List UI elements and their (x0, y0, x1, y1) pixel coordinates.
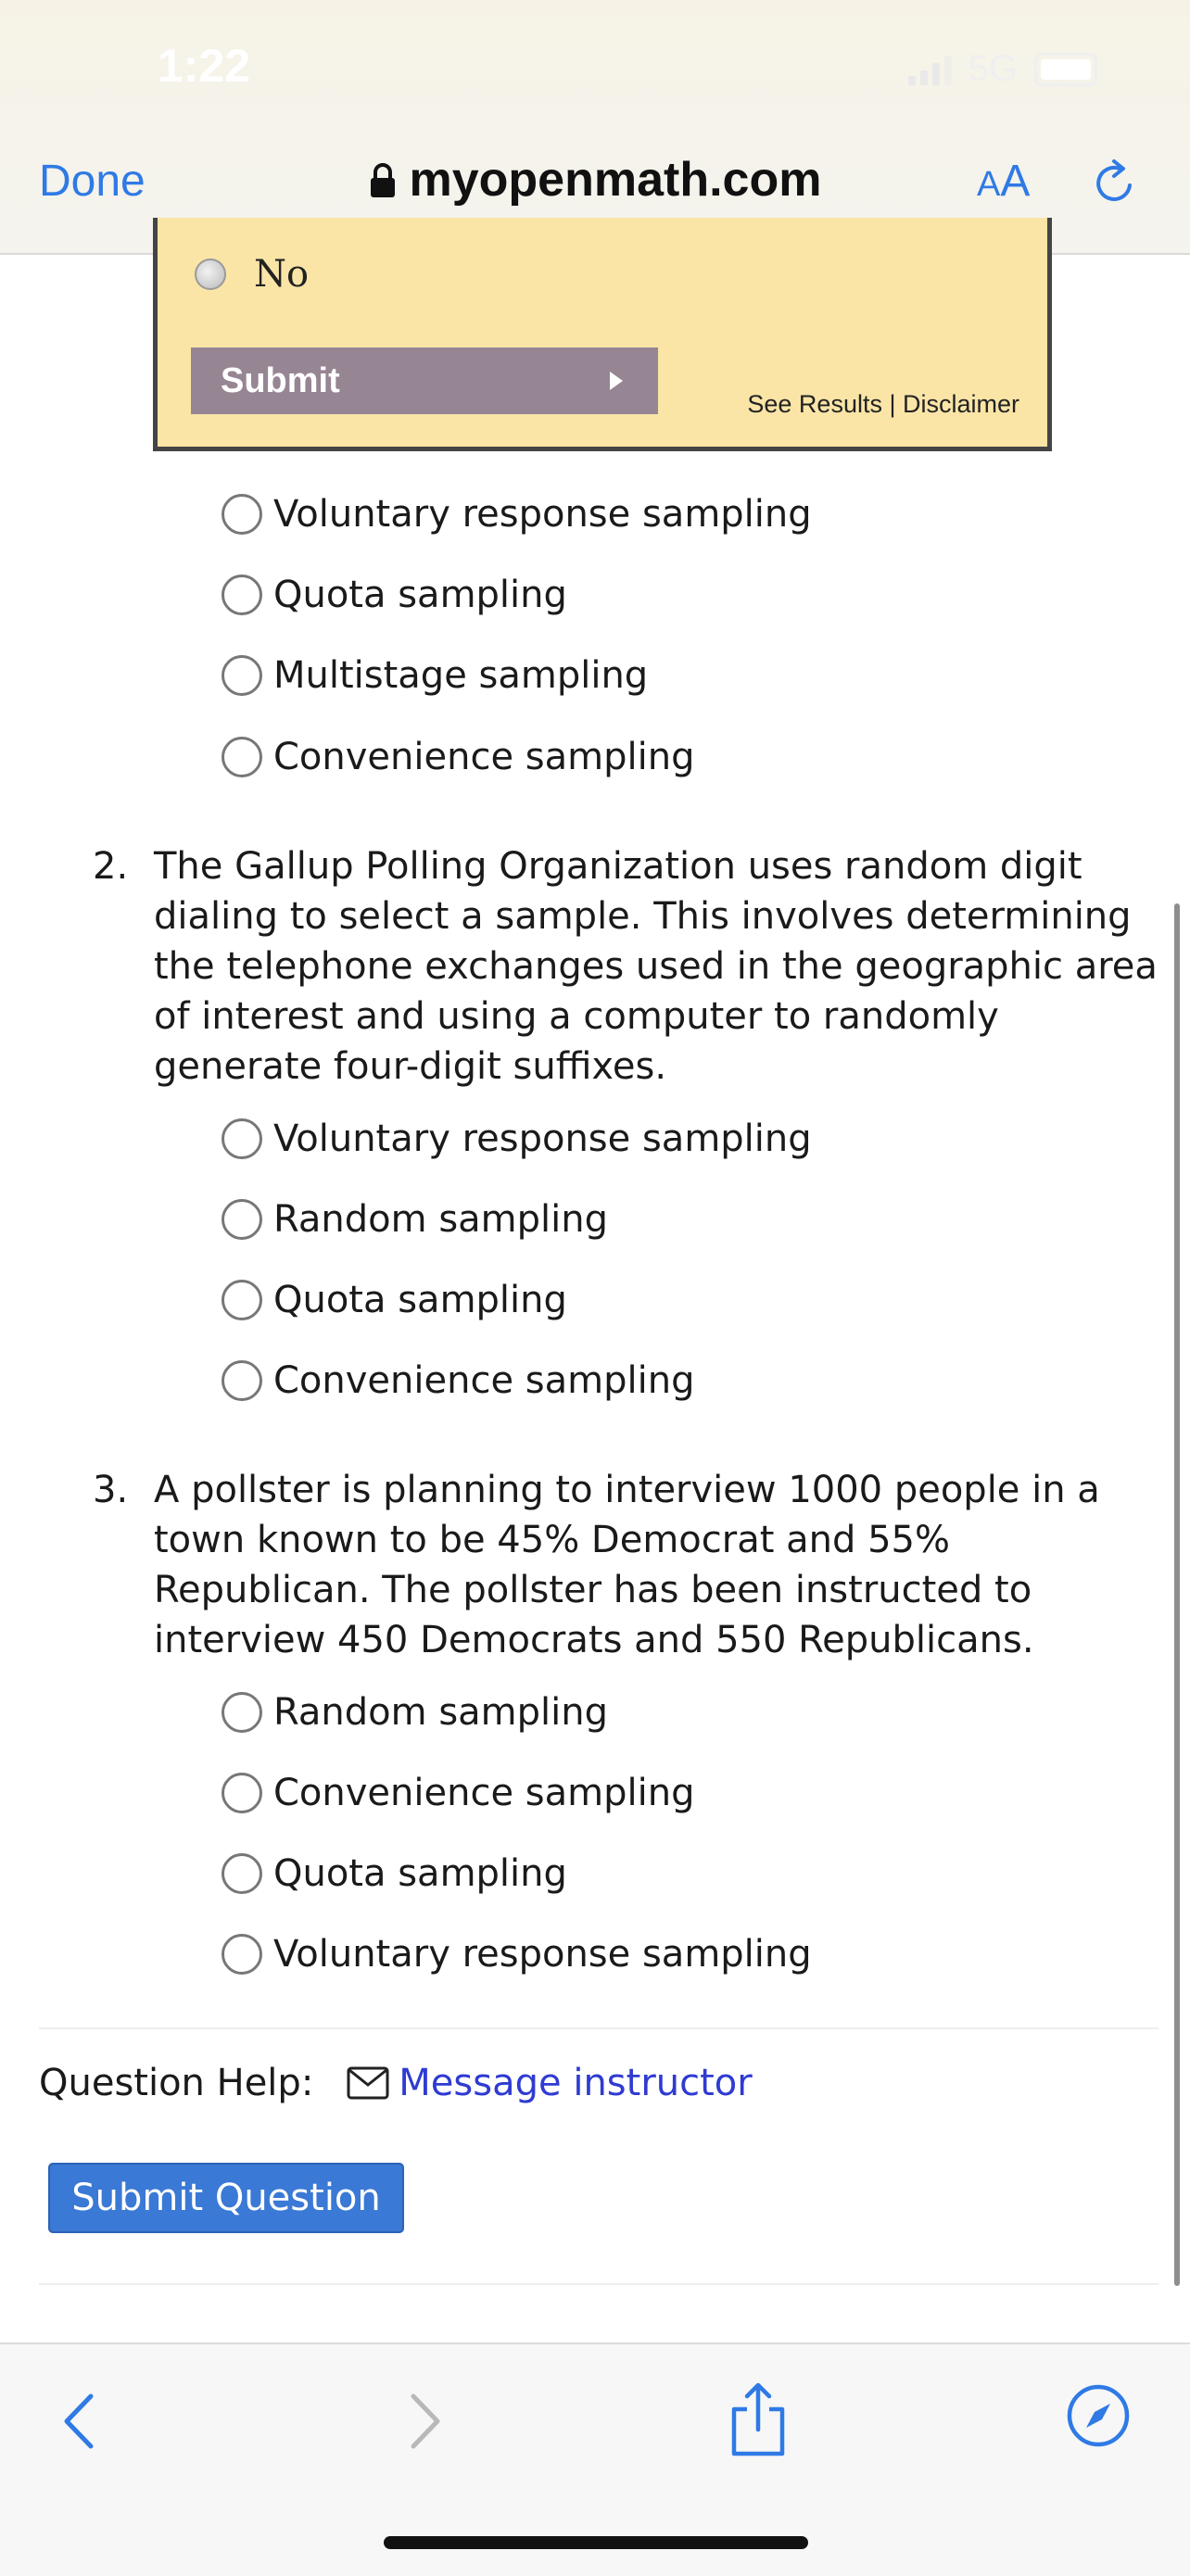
aa-large: A (1000, 157, 1031, 206)
q1-option[interactable] (222, 493, 812, 536)
status-time: 1:22 (158, 40, 251, 92)
q2-option[interactable] (222, 1118, 812, 1160)
compass-icon[interactable] (1066, 2383, 1131, 2448)
reader-settings-button[interactable] (977, 156, 1030, 207)
radio-button[interactable] (222, 737, 262, 777)
radio-button[interactable] (222, 1692, 262, 1733)
radio-button[interactable] (222, 1853, 262, 1894)
option-label: Convenience sampling (273, 736, 695, 778)
q1-option[interactable] (222, 574, 567, 616)
radio-button[interactable] (222, 1773, 262, 1813)
q3-option[interactable] (222, 1933, 812, 1976)
question-text: A pollster is planning to interview 1000 people in a town known to be 45% Democrat and 55% Republican. The pollster has been instructed to interview 450 Democrats and 550 Republicans. (154, 1469, 1100, 1661)
option-label: Voluntary response sampling (273, 1933, 812, 1976)
radio-button[interactable] (222, 655, 262, 696)
q3-option[interactable] (222, 1691, 608, 1734)
option-label: Quota sampling (273, 1279, 567, 1321)
play-arrow-icon (610, 372, 623, 390)
q1-option[interactable] (222, 654, 648, 697)
signal-icon (908, 54, 952, 85)
option-label: Random sampling (273, 1691, 608, 1734)
q2-option[interactable] (222, 1359, 694, 1402)
divider (39, 2027, 1158, 2029)
battery-icon (1034, 53, 1097, 86)
poll-submit-button[interactable] (191, 347, 658, 414)
q3-option[interactable] (222, 1772, 694, 1814)
message-instructor-link[interactable]: Message instructor (399, 2062, 753, 2104)
submit-question-button[interactable]: Submit Question (48, 2163, 404, 2233)
radio-button[interactable] (222, 1199, 262, 1240)
option-label: Convenience sampling (273, 1772, 695, 1814)
poll-option-label: No (254, 253, 310, 296)
back-icon[interactable] (57, 2389, 100, 2454)
home-indicator[interactable] (384, 2536, 808, 2549)
option-label: Quota sampling (273, 574, 567, 616)
option-label: Voluntary response sampling (273, 1118, 812, 1160)
poll-widget (153, 218, 1052, 451)
question-3 (93, 1465, 1158, 1665)
question-help-label: Question Help: (39, 2062, 314, 2104)
q2-option[interactable] (222, 1279, 567, 1321)
question-2 (93, 841, 1158, 1092)
question-number: 3. (93, 1469, 129, 1511)
share-icon[interactable] (728, 2381, 788, 2459)
option-label: Voluntary response sampling (273, 493, 812, 536)
question-number: 2. (93, 845, 129, 888)
radio-button[interactable] (222, 1934, 262, 1975)
radio-button[interactable] (222, 1118, 262, 1159)
radio-button[interactable] (222, 1280, 262, 1320)
option-label: Multistage sampling (273, 654, 649, 697)
browser-top-bar (0, 0, 1190, 255)
divider (39, 2283, 1158, 2285)
url-text: myopenmath.com (409, 153, 822, 207)
q3-option[interactable] (222, 1852, 567, 1895)
option-label: Quota sampling (273, 1852, 567, 1895)
radio-button[interactable] (222, 575, 262, 615)
poll-option-no[interactable] (195, 253, 309, 296)
forward-icon[interactable] (404, 2389, 447, 2454)
radio-button[interactable] (222, 494, 262, 535)
q1-option[interactable] (222, 736, 694, 778)
lock-icon (369, 162, 397, 199)
question-help (39, 2062, 753, 2104)
mail-icon (347, 2066, 389, 2100)
status-indicators (908, 48, 1097, 90)
network-type: 5G (968, 48, 1018, 89)
poll-links[interactable]: See Results | Disclaimer (747, 390, 1019, 418)
done-button[interactable]: Done (39, 157, 146, 206)
radio-button[interactable] (222, 1360, 262, 1401)
q2-option[interactable] (222, 1198, 608, 1241)
poll-submit-label: Submit (221, 361, 340, 400)
option-label: Random sampling (273, 1198, 608, 1241)
reload-icon[interactable] (1090, 158, 1140, 208)
scrollbar[interactable] (1174, 903, 1180, 2286)
aa-small: A (977, 165, 1001, 204)
question-text: The Gallup Polling Organization uses random digit dialing to select a sample. This involves determining the telephone exchanges used in the geographic area of interest and using a computer to randomly generate four-digit suffixes. (154, 845, 1158, 1088)
option-label: Convenience sampling (273, 1359, 695, 1402)
poll-radio[interactable] (195, 259, 226, 290)
